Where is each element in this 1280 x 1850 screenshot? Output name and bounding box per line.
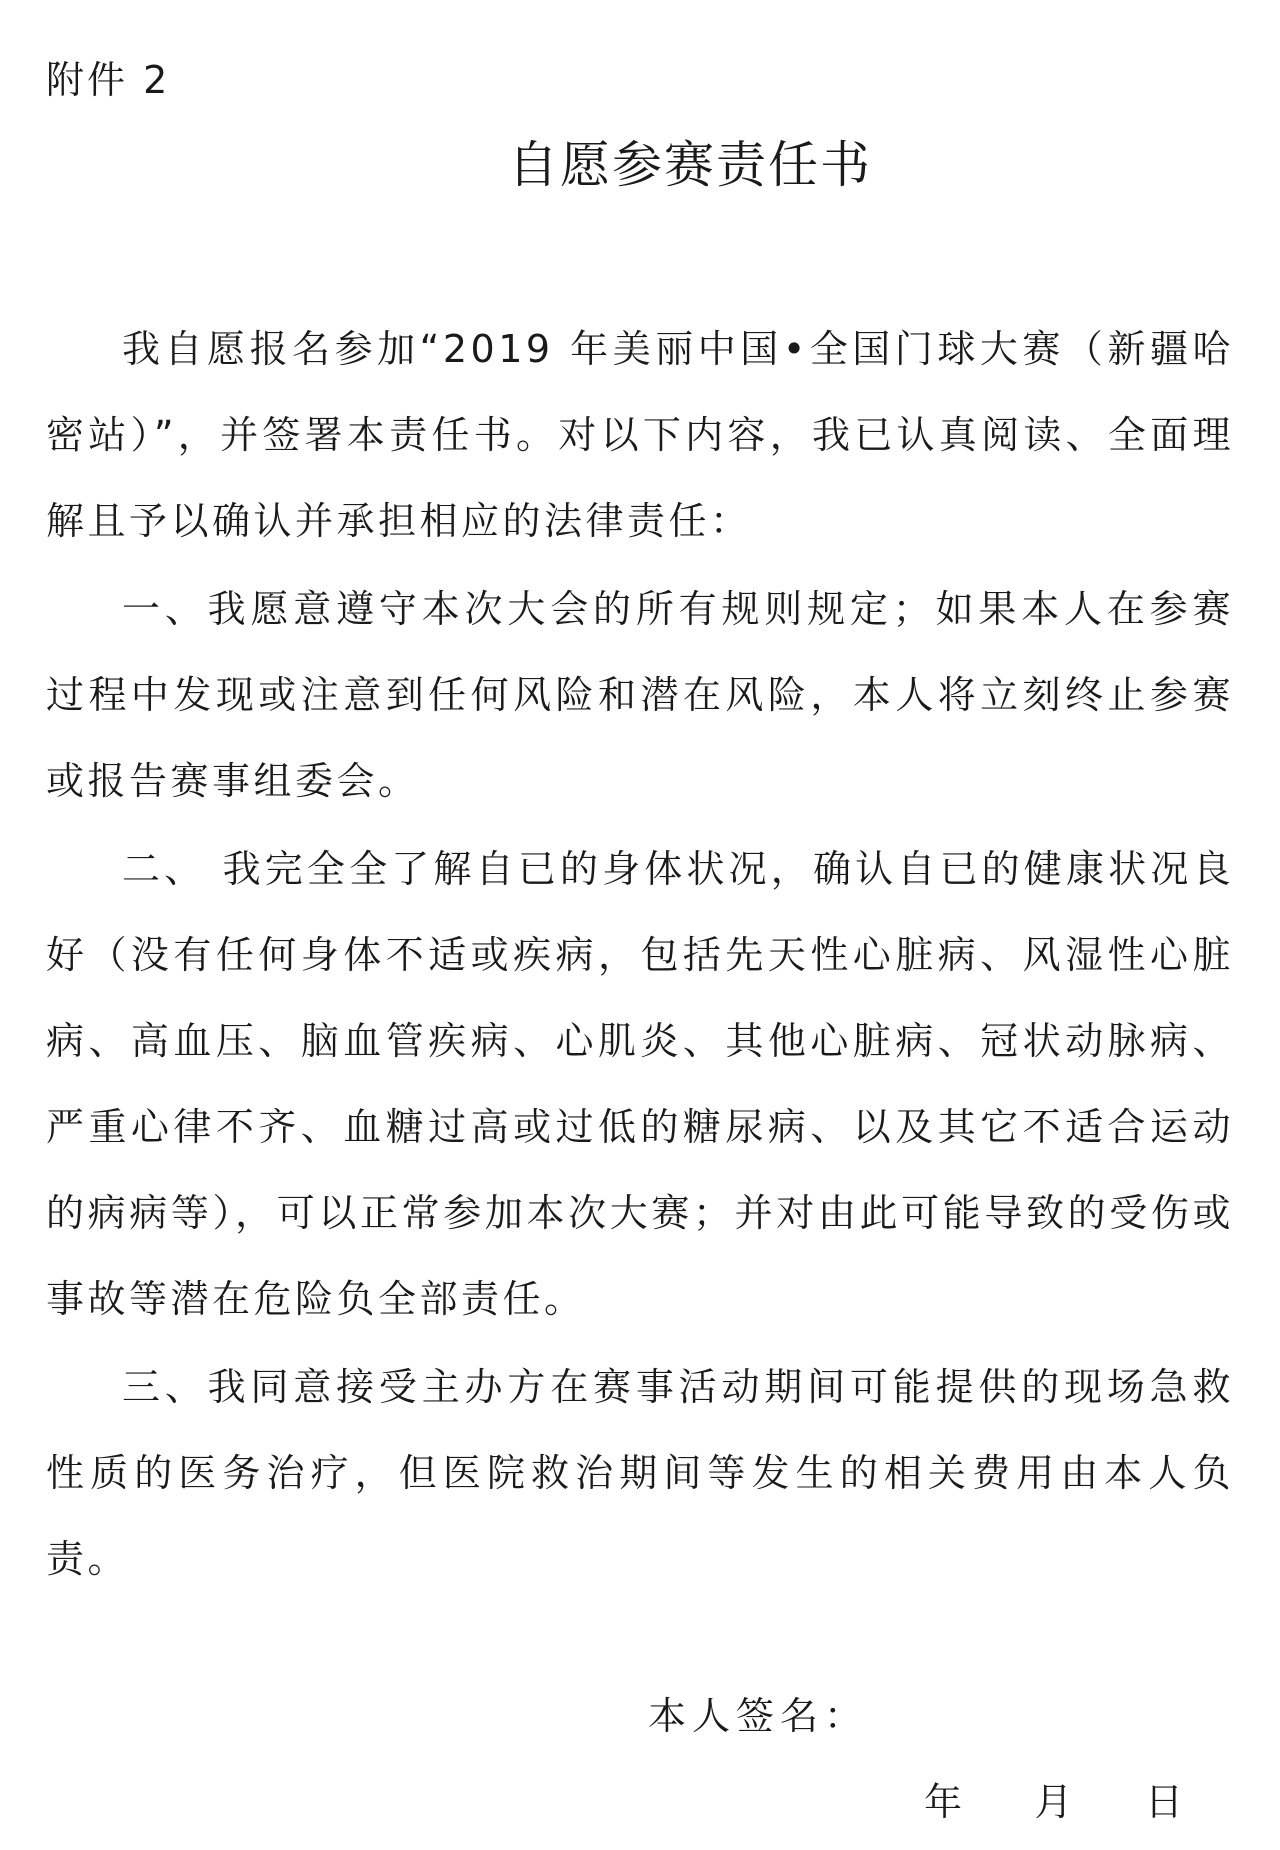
- clause-two-paragraph: 二、 我完全全了解自已的身体状况，确认自已的健康状况良好（没有任何身体不适或疾病，包括先天性心脏病、风湿性心脏病、高血压、脑血管疾病、心肌炎、其他心脏病、冠状动脉病、严重心律不齐、血糖过高或过低的糖尿病、以及其它不适合运动的病病等），可以正常参加本次大赛；并对由此可能导致的受伤或事故等潜在危险负全部责任。: [46, 847, 1234, 1321]
- intro-paragraph: 我自愿报名参加“2019 年美丽中国•全国门球大赛（新疆哈密站）”，并签署本责任书。对以下内容，我已认真阅读、全面理解且予以确认并承担相应的法律责任：: [46, 327, 1234, 543]
- date-line: 年 月 日: [924, 1780, 1183, 1824]
- attachment-label: 附件 2: [46, 58, 171, 102]
- document-title: 自愿参赛责任书: [508, 136, 872, 194]
- clause-three-paragraph: 三、我同意接受主办方在赛事活动期间可能提供的现场急救性质的医务治疗，但医院救治期间等发生的相关费用由本人负责。: [46, 1365, 1234, 1581]
- document-body: [46, 306, 1234, 1602]
- signature-label: 本人签名：: [648, 1694, 869, 1738]
- clause-one-paragraph: 一、我愿意遵守本次大会的所有规则规定；如果本人在参赛过程中发现或注意到任何风险和潜在风险，本人将立刻终止参赛或报告赛事组委会。: [46, 587, 1234, 803]
